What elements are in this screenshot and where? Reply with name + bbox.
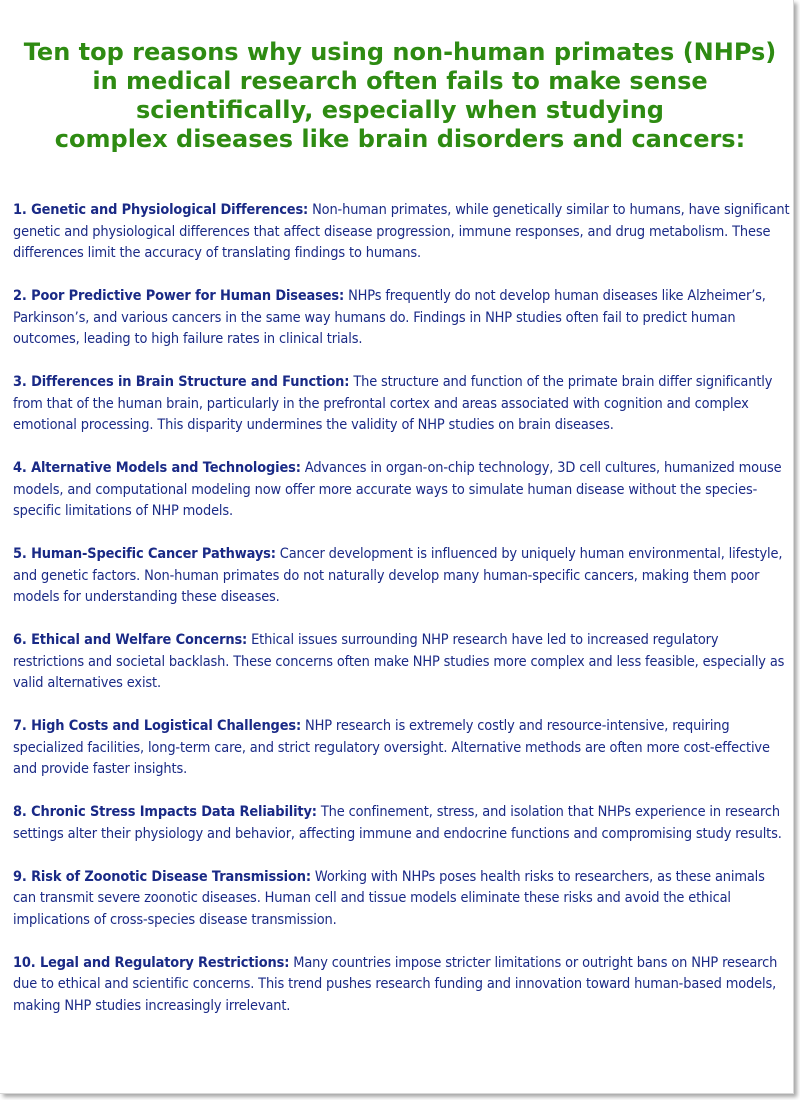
- reason-item: [13, 716, 791, 781]
- reason-text: Cancer development is influenced by uniquely human environmental, lifestyle, and genetic factors. Non-human primates do not naturally develop many human-specific cancers, making them poor models for understanding these diseases.: [13, 546, 783, 605]
- title-line: Ten top reasons why using non-human primates (NHPs): [23, 38, 777, 66]
- reason-item: [13, 200, 791, 265]
- reason-text: Many countries impose stricter limitations or outright bans on NHP research due to ethical and scientific concerns. This trend pushes research funding and innovation toward human-based models, making NHP studies increasingly irrelevant.: [13, 954, 778, 1014]
- reasons-list: [13, 200, 791, 1039]
- reason-text: Working with NHPs poses health risks to researchers, as these animals can transmit severe zoonotic diseases. Human cell and tissue models eliminate these risks and avoid the ethical implications of cross-species disease transmission.: [13, 868, 765, 928]
- reason-item: [13, 630, 791, 695]
- reason-item: [13, 867, 791, 932]
- reason-item: [13, 372, 791, 437]
- reason-heading: 9. Risk of Zoonotic Disease Transmission:: [13, 868, 311, 885]
- reason-text: NHP research is extremely costly and resource-intensive, requiring specialized facilities, long-term care, and strict regulatory oversight. Alternative methods are often more cost-effective and provide faster insights.: [13, 718, 770, 777]
- reason-heading: 6. Ethical and Welfare Concerns:: [13, 632, 248, 648]
- reason-heading: 4. Alternative Models and Technologies:: [13, 460, 301, 476]
- reason-text: The structure and function of the primate brain differ significantly from that of the human brain, particularly in the prefrontal cortex and areas associated with cognition and complex emotional processing. This disparity undermines the validity of NHP studies on brain diseases.: [13, 374, 773, 433]
- reason-heading: 10. Legal and Regulatory Restrictions:: [13, 954, 290, 971]
- reason-heading: 8. Chronic Stress Impacts Data Reliability:: [13, 804, 317, 820]
- reason-item: [13, 458, 791, 523]
- reason-text: The confinement, stress, and isolation that NHPs experience in research settings alter their physiology and behavior, affecting immune and endocrine functions and compromising study results.: [13, 804, 782, 842]
- reason-text: NHPs frequently do not develop human diseases like Alzheimer’s, Parkinson’s, and various cancers in the same way humans do. Findings in NHP studies often fail to predict human outcomes, leading to high failure rates in clinical trials.: [13, 288, 766, 347]
- reason-text: Non-human primates, while genetically similar to humans, have significant genetic and physiological differences that affect disease progression, immune responses, and drug metabolism. These differences limit the accuracy of translating findings to humans.: [13, 202, 790, 261]
- title-line: complex diseases like brain disorders and cancers:: [54, 125, 746, 153]
- reason-heading: 5. Human-Specific Cancer Pathways:: [13, 546, 276, 562]
- title-line: in medical research often fails to make sense: [92, 67, 708, 95]
- reason-item: [13, 286, 791, 351]
- reason-heading: 1. Genetic and Physiological Differences:: [13, 202, 309, 218]
- page-title: [0, 38, 800, 154]
- reason-heading: 2. Poor Predictive Power for Human Diseases:: [13, 288, 345, 304]
- reason-heading: 3. Differences in Brain Structure and Function:: [13, 374, 350, 390]
- reason-heading: 7. High Costs and Logistical Challenges:: [13, 718, 302, 734]
- reason-text: Advances in organ-on-chip technology, 3D cell cultures, humanized mouse models, and computational modeling now offer more accurate ways to simulate human disease without the species-specific limitations of NHP models.: [13, 460, 782, 519]
- title-line: scientifically, especially when studying: [136, 96, 664, 124]
- reason-text: Ethical issues surrounding NHP research have led to increased regulatory restrictions and societal backlash. These concerns often make NHP studies more complex and less feasible, especially as valid alternatives exist.: [13, 632, 785, 691]
- reason-item: [13, 544, 791, 609]
- reason-item: [13, 802, 791, 845]
- reason-item: [13, 953, 791, 1018]
